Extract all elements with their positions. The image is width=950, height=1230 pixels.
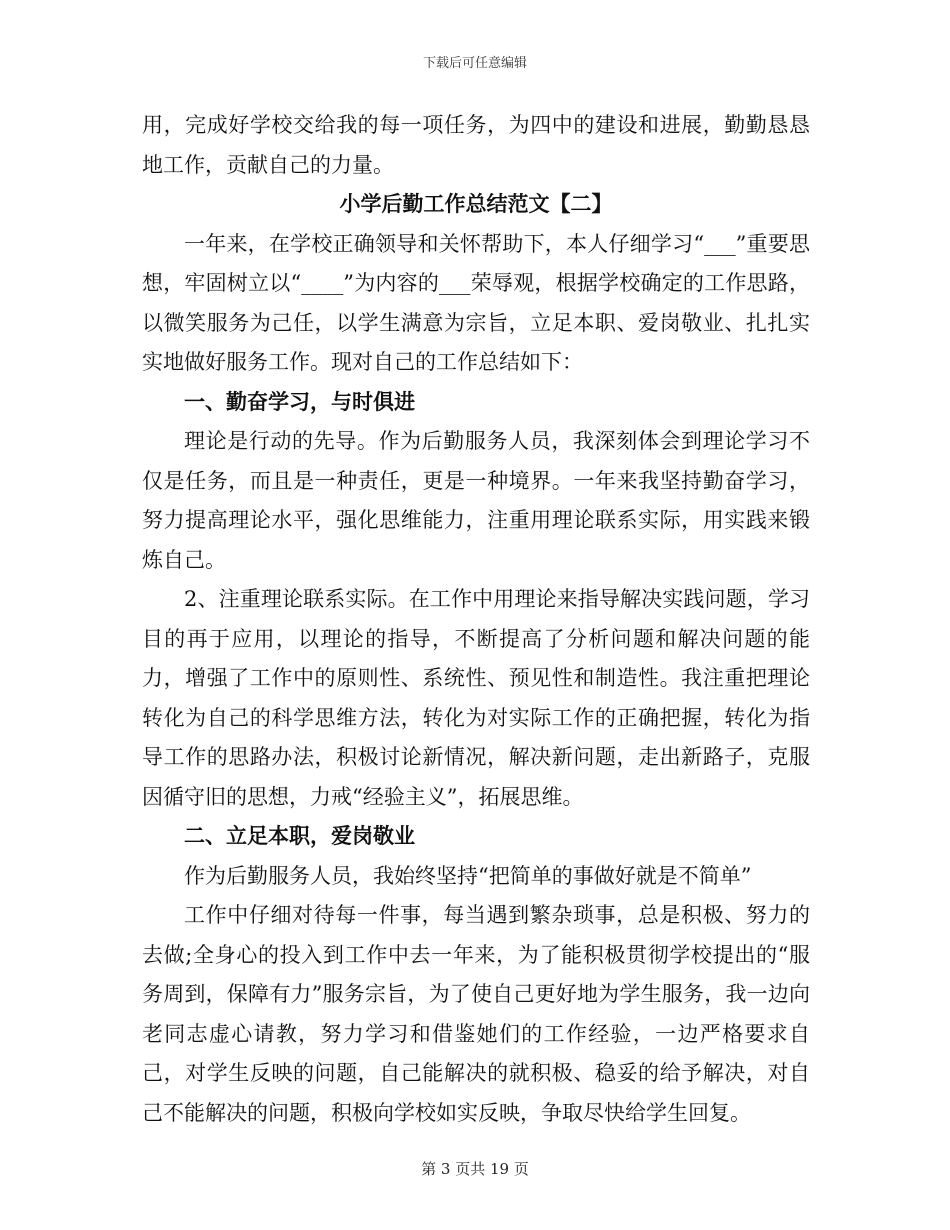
paragraph-service: 工作中仔细对待每一件事，每当遇到繁杂琐事，总是积极、努力的去做;全身心的投入到工作中去一年来，为了能积极贯彻学校提出的“服务周到，保障有力”服务宗旨，为了使自己更好地为学生服务，我一边向老同志虚心请教，努力学习和借鉴她们的工作经验，一边严格要求自己，对学生反映的问题，自己能解决的就积极、稳妥的给予解决，对自己不能解决的问题，积极向学校如实反映，争取尽快给学生回复。	[142, 903, 810, 1125]
paragraph-principle: 作为后勤服务人员，我始终坚持“把简单的事做好就是不简单”	[184, 863, 752, 888]
section-title: 小学后勤工作总结范文【二】	[339, 192, 613, 216]
paragraph-continuation: 用，完成好学校交给我的每一项任务，为四中的建设和进展，勤勤恳恳地工作，贡献自己的力量。	[142, 113, 810, 177]
page-number: 第 3 页共 19 页	[421, 1160, 529, 1178]
page-header: 下载后可任意编辑	[422, 56, 527, 71]
paragraph-intro: 一年来，在学校正确领导和关怀帮助下，本人仔细学习“___”重要思想，牢固树立以“____”为内容的___荣辱观，根据学校确定的工作思路，以微笑服务为己任，以学生满意为宗旨，立足本职、爱岗敬业、扎扎实实地做好服务工作。现对自己的工作总结如下：	[142, 231, 810, 374]
heading-study: 一、勤奋学习，与时俱进	[184, 389, 415, 414]
document-body	[142, 106, 810, 1133]
paragraph-practice: 2、注重理论联系实际。在工作中用理论来指导解决实践问题，学习目的再于应用，以理论的指导，不断提高了分析问题和解决问题的能力，增强了工作中的原则性、系统性、预见性和制造性。我注重把理论转化为自己的科学思维方法，转化为对实际工作的正确把握，转化为指导工作的思路办法，积极讨论新情况，解决新问题，走出新路子，克服因循守旧的思想，力戒“经验主义”，拓展思维。	[142, 587, 810, 809]
heading-dedication: 二、立足本职，爱岗敬业	[184, 824, 415, 848]
paragraph-theory: 理论是行动的先导。作为后勤服务人员，我深刻体会到理论学习不仅是任务，而且是一种责任，更是一种境界。一年来我坚持勤奋学习，努力提高理论水平，强化思维能力，注重用理论联系实际，用实践来锻炼自己。	[142, 429, 810, 572]
